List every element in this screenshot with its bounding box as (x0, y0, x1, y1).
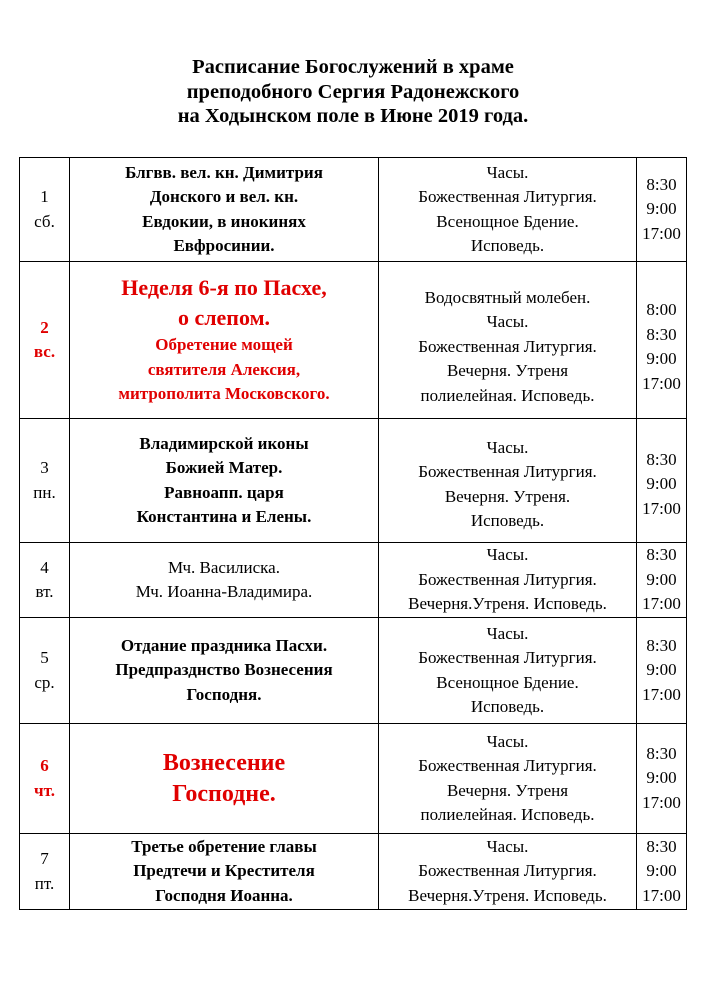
feast-line: Донского и вел. кн. (149, 187, 299, 206)
feast-cell (70, 724, 379, 834)
service-line: Божественная Литургия. (418, 648, 597, 667)
table-row (20, 158, 687, 262)
time-value: 8:30 (646, 545, 677, 565)
weekday: чт. (34, 780, 55, 800)
time-value: 17:00 (642, 373, 681, 393)
table-row (20, 262, 687, 419)
services-cell (379, 419, 637, 543)
services-cell (379, 158, 637, 262)
times-cell (637, 618, 687, 724)
time-value: 8:30 (646, 836, 677, 856)
feast-cell (70, 262, 379, 419)
times-cell (637, 724, 687, 834)
feast-line: Отдание праздника Пасхи. (120, 635, 328, 655)
day-number: 5 (40, 648, 49, 667)
title-line: на Ходынском поле в Июне 2019 года. (177, 105, 529, 127)
feast-line: Мч. Иоанна-Владимира. (135, 582, 313, 601)
time-value: 8:30 (646, 635, 677, 655)
feast-sub-line: Обретение мощей (155, 335, 293, 355)
service-line: Часы. (486, 312, 529, 332)
time-value: 9:00 (646, 569, 677, 589)
day-number: 4 (40, 557, 49, 577)
weekday: пн. (33, 482, 56, 502)
table-row (20, 543, 687, 618)
feast-line: Мч. Василиска. (168, 557, 280, 577)
day-cell (20, 834, 70, 910)
schedule-table (19, 157, 687, 910)
time-value: 8:30 (646, 174, 677, 194)
page-title (0, 55, 706, 129)
feast-line: Господня Иоанна. (155, 885, 293, 905)
time-value: 17:00 (642, 498, 681, 518)
weekday: вс. (33, 342, 56, 361)
feast-sub-line: митрополита Московского. (118, 384, 330, 404)
table-row (20, 834, 687, 910)
day-cell (20, 262, 70, 419)
feast-cell (70, 543, 379, 618)
day-number: 2 (40, 317, 49, 337)
feast-line: Божией Матер. (165, 458, 283, 477)
feast-main-line: Вознесение (162, 749, 286, 776)
feast-sub-line: святителя Алексия, (147, 359, 301, 379)
time-value: 17:00 (642, 885, 681, 905)
service-line: Часы. (486, 623, 529, 643)
feast-cell (70, 419, 379, 543)
service-line: Исповедь. (470, 511, 545, 530)
service-line: Часы. (486, 545, 529, 565)
feast-main-line: Неделя 6-я по Пасхе, (121, 275, 327, 301)
feast-line: Блгвв. вел. кн. Димитрия (125, 162, 323, 182)
services-cell (379, 543, 637, 618)
service-line: Водосвятный молебен. (424, 287, 591, 307)
services-cell (379, 262, 637, 419)
time-value: 9:00 (646, 660, 677, 680)
service-line: Вечерня.Утреня. Исповедь. (408, 885, 607, 905)
weekday: ср. (34, 672, 55, 692)
service-line: Вечерня.Утреня. Исповедь. (408, 594, 607, 614)
table-row (20, 419, 687, 543)
feast-line: Владимирской иконы (139, 433, 309, 453)
times-cell (637, 419, 687, 543)
service-line: Божественная Литургия. (418, 756, 597, 775)
feast-line: Господня. (186, 684, 262, 704)
time-value: 8:30 (646, 449, 677, 469)
time-value: 8:30 (646, 743, 677, 763)
day-cell (20, 419, 70, 543)
service-line: полиелейная. Исповедь. (420, 385, 595, 405)
feast-cell (70, 618, 379, 724)
feast-line: Равноапп. царя (164, 482, 284, 502)
time-value: 17:00 (642, 792, 681, 812)
table-row (20, 724, 687, 834)
service-line: Часы. (486, 731, 529, 751)
time-value: 8:30 (646, 324, 677, 344)
day-number: 1 (40, 187, 49, 206)
service-line: Часы. (486, 836, 529, 856)
service-line: Всенощное Бдение. (436, 672, 579, 692)
weekday: сб. (34, 211, 55, 231)
time-value: 9:00 (646, 199, 677, 219)
service-line: Вечерня. Утреня. (444, 486, 571, 506)
feast-cell (70, 158, 379, 262)
service-line: Божественная Литургия. (418, 861, 597, 881)
services-cell (379, 834, 637, 910)
time-value: 9:00 (646, 861, 677, 881)
times-cell (637, 834, 687, 910)
day-number: 3 (40, 458, 49, 477)
title-line: преподобного Сергия Радонежского (186, 80, 520, 103)
title-line: Расписание Богослужений в храме (192, 56, 514, 78)
time-value: 8:00 (646, 300, 677, 319)
feast-line: Предпразднство Вознесения (115, 660, 333, 680)
time-value: 17:00 (642, 223, 681, 243)
day-cell (20, 543, 70, 618)
time-value: 9:00 (646, 474, 677, 494)
table-row (20, 618, 687, 724)
service-line: Часы. (486, 437, 529, 457)
services-cell (379, 618, 637, 724)
service-line: полиелейная. Исповедь. (420, 805, 595, 824)
feast-main-line: Господне. (172, 780, 276, 807)
time-value: 17:00 (642, 684, 681, 704)
service-line: Исповедь. (470, 697, 545, 716)
feast-line: Третье обретение главы (131, 836, 317, 856)
time-value: 9:00 (646, 349, 677, 368)
times-cell (637, 262, 687, 419)
service-line: Вечерня. Утреня (446, 361, 569, 381)
time-value: 17:00 (642, 594, 681, 614)
service-line: Божественная Литургия. (418, 187, 597, 206)
times-cell (637, 543, 687, 618)
day-cell (20, 618, 70, 724)
weekday: пт. (34, 873, 55, 893)
feast-line: Константина и Елены. (136, 507, 312, 526)
feast-cell (70, 834, 379, 910)
service-line: Часы. (486, 162, 529, 182)
feast-line: Предтечи и Крестителя (133, 861, 315, 881)
services-cell (379, 724, 637, 834)
service-line: Божественная Литургия. (418, 569, 597, 589)
day-number: 6 (40, 756, 49, 775)
feast-line: Евдокии, в инокинях (142, 211, 306, 231)
service-line: Божественная Литургия. (418, 336, 597, 356)
feast-main-line: о слепом. (177, 305, 271, 331)
day-number: 7 (40, 849, 49, 868)
service-line: Вечерня. Утреня (446, 780, 569, 800)
day-cell (20, 724, 70, 834)
times-cell (637, 158, 687, 262)
feast-line: Евфросинии. (173, 236, 275, 255)
day-cell (20, 158, 70, 262)
service-line: Всенощное Бдение. (436, 211, 579, 231)
weekday: вт. (35, 582, 54, 601)
service-line: Исповедь. (470, 236, 545, 255)
service-line: Божественная Литургия. (418, 462, 597, 481)
time-value: 9:00 (646, 768, 677, 788)
